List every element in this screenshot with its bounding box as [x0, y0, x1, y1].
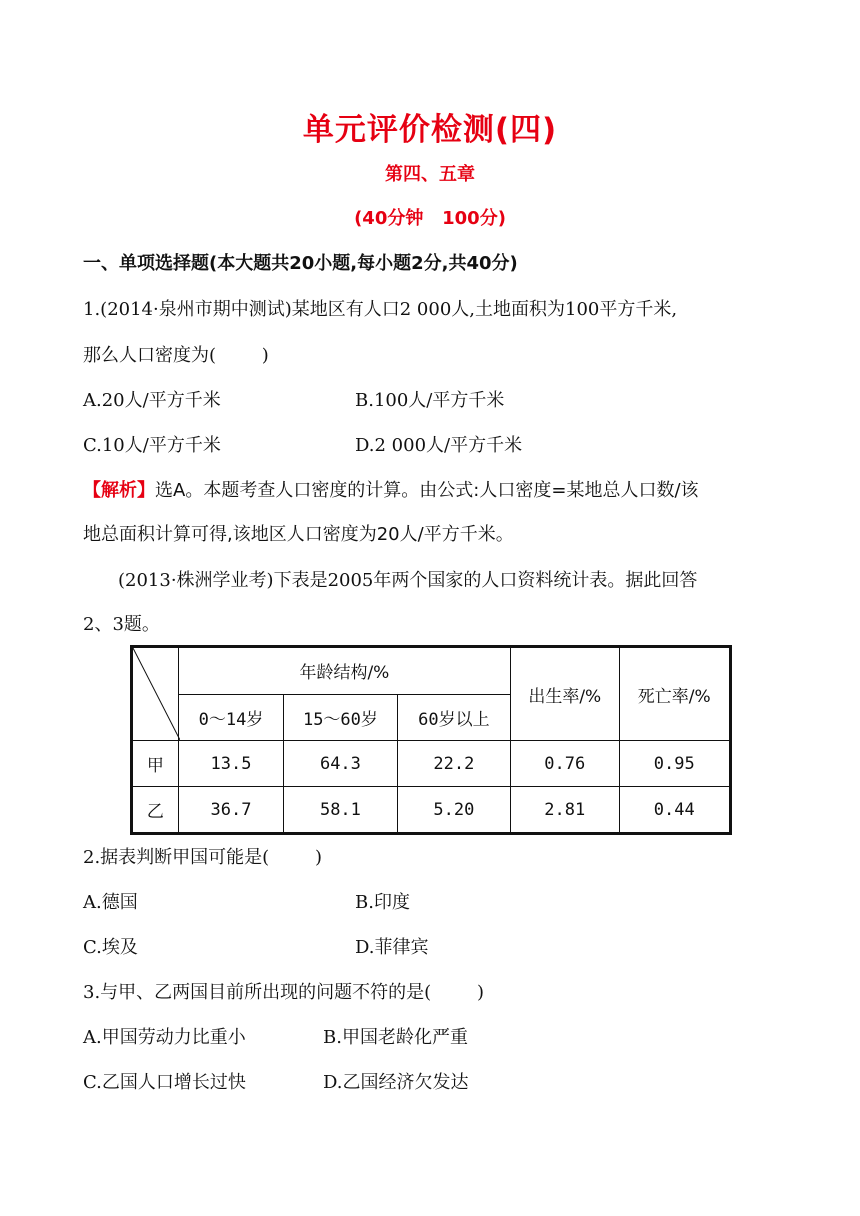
- table-intro-line1: (2013·株洲学业考)下表是2005年两个国家的人口资料统计表。据此回答: [118, 570, 698, 591]
- table-row: [132, 787, 731, 834]
- question-1-explanation-line1: [83, 476, 699, 502]
- cell-age-0-14: 36.7: [178, 787, 283, 834]
- explanation-text-1: 选A。本题考查人口密度的计算。由公式:人口密度=某地总人口数/该: [155, 480, 699, 501]
- page-title: 单元评价检测(四): [302, 112, 558, 148]
- page-subtitle: 第四、五章: [385, 164, 475, 185]
- cell-birth-rate: 0.76: [511, 741, 619, 787]
- question-2-option-d: D.菲律宾: [355, 937, 429, 958]
- question-3-option-d: D.乙国经济欠发达: [323, 1072, 469, 1093]
- age-0-14-header: 0～14岁: [178, 694, 283, 741]
- row-name: 乙: [132, 787, 179, 834]
- table-corner-cell: [132, 647, 179, 741]
- explanation-tag: 【解析】: [83, 480, 155, 501]
- question-3-option-c: C.乙国人口增长过快: [83, 1072, 246, 1093]
- diagonal-line: [133, 648, 180, 740]
- death-rate-header: 死亡率/%: [619, 647, 731, 741]
- cell-death-rate: 0.44: [619, 787, 731, 834]
- question-1-explanation-line2: 地总面积计算可得,该地区人口密度为20人/平方千米。: [83, 524, 514, 545]
- cell-age-15-60: 58.1: [284, 787, 397, 834]
- question-3-option-b: B.甲国老龄化严重: [323, 1027, 468, 1048]
- question-3-option-a: A.甲国劳动力比重小: [83, 1027, 246, 1048]
- question-2-stem: 2.据表判断甲国可能是( ): [83, 847, 322, 868]
- question-2-option-a: A.德国: [83, 892, 138, 913]
- question-1-option-c: C.10人/平方千米: [83, 435, 221, 456]
- cell-age-0-14: 13.5: [178, 741, 283, 787]
- cell-age-60-plus: 22.2: [397, 741, 510, 787]
- cell-death-rate: 0.95: [619, 741, 731, 787]
- question-2-option-c: C.埃及: [83, 937, 138, 958]
- table-intro-line2: 2、3题。: [83, 614, 160, 635]
- question-3-stem: 3.与甲、乙两国目前所出现的问题不符的是( ): [83, 982, 484, 1003]
- birth-rate-header: 出生率/%: [511, 647, 619, 741]
- cell-birth-rate: 2.81: [511, 787, 619, 834]
- age-15-60-header: 15～60岁: [284, 694, 397, 741]
- question-1-option-d: D.2 000人/平方千米: [355, 435, 523, 456]
- question-1-stem-line1: 1.(2014·泉州市期中测试)某地区有人口2 000人,土地面积为100平方千米,: [83, 299, 678, 320]
- population-statistics-table: [130, 645, 732, 835]
- time-and-score: (40分钟 100分): [354, 208, 506, 229]
- row-name: 甲: [132, 741, 179, 787]
- question-2-option-b: B.印度: [355, 892, 410, 913]
- question-1-option-a: A.20人/平方千米: [83, 390, 221, 411]
- table-row: [132, 741, 731, 787]
- age-60-plus-header: 60岁以上: [397, 694, 510, 741]
- cell-age-60-plus: 5.20: [397, 787, 510, 834]
- question-1-stem-line2: 那么人口密度为( ): [83, 345, 269, 366]
- age-structure-header: 年龄结构/%: [178, 647, 510, 695]
- question-1-option-b: B.100人/平方千米: [355, 390, 505, 411]
- section-heading: 一、单项选择题(本大题共20小题,每小题2分,共40分): [83, 253, 518, 274]
- cell-age-15-60: 64.3: [284, 741, 397, 787]
